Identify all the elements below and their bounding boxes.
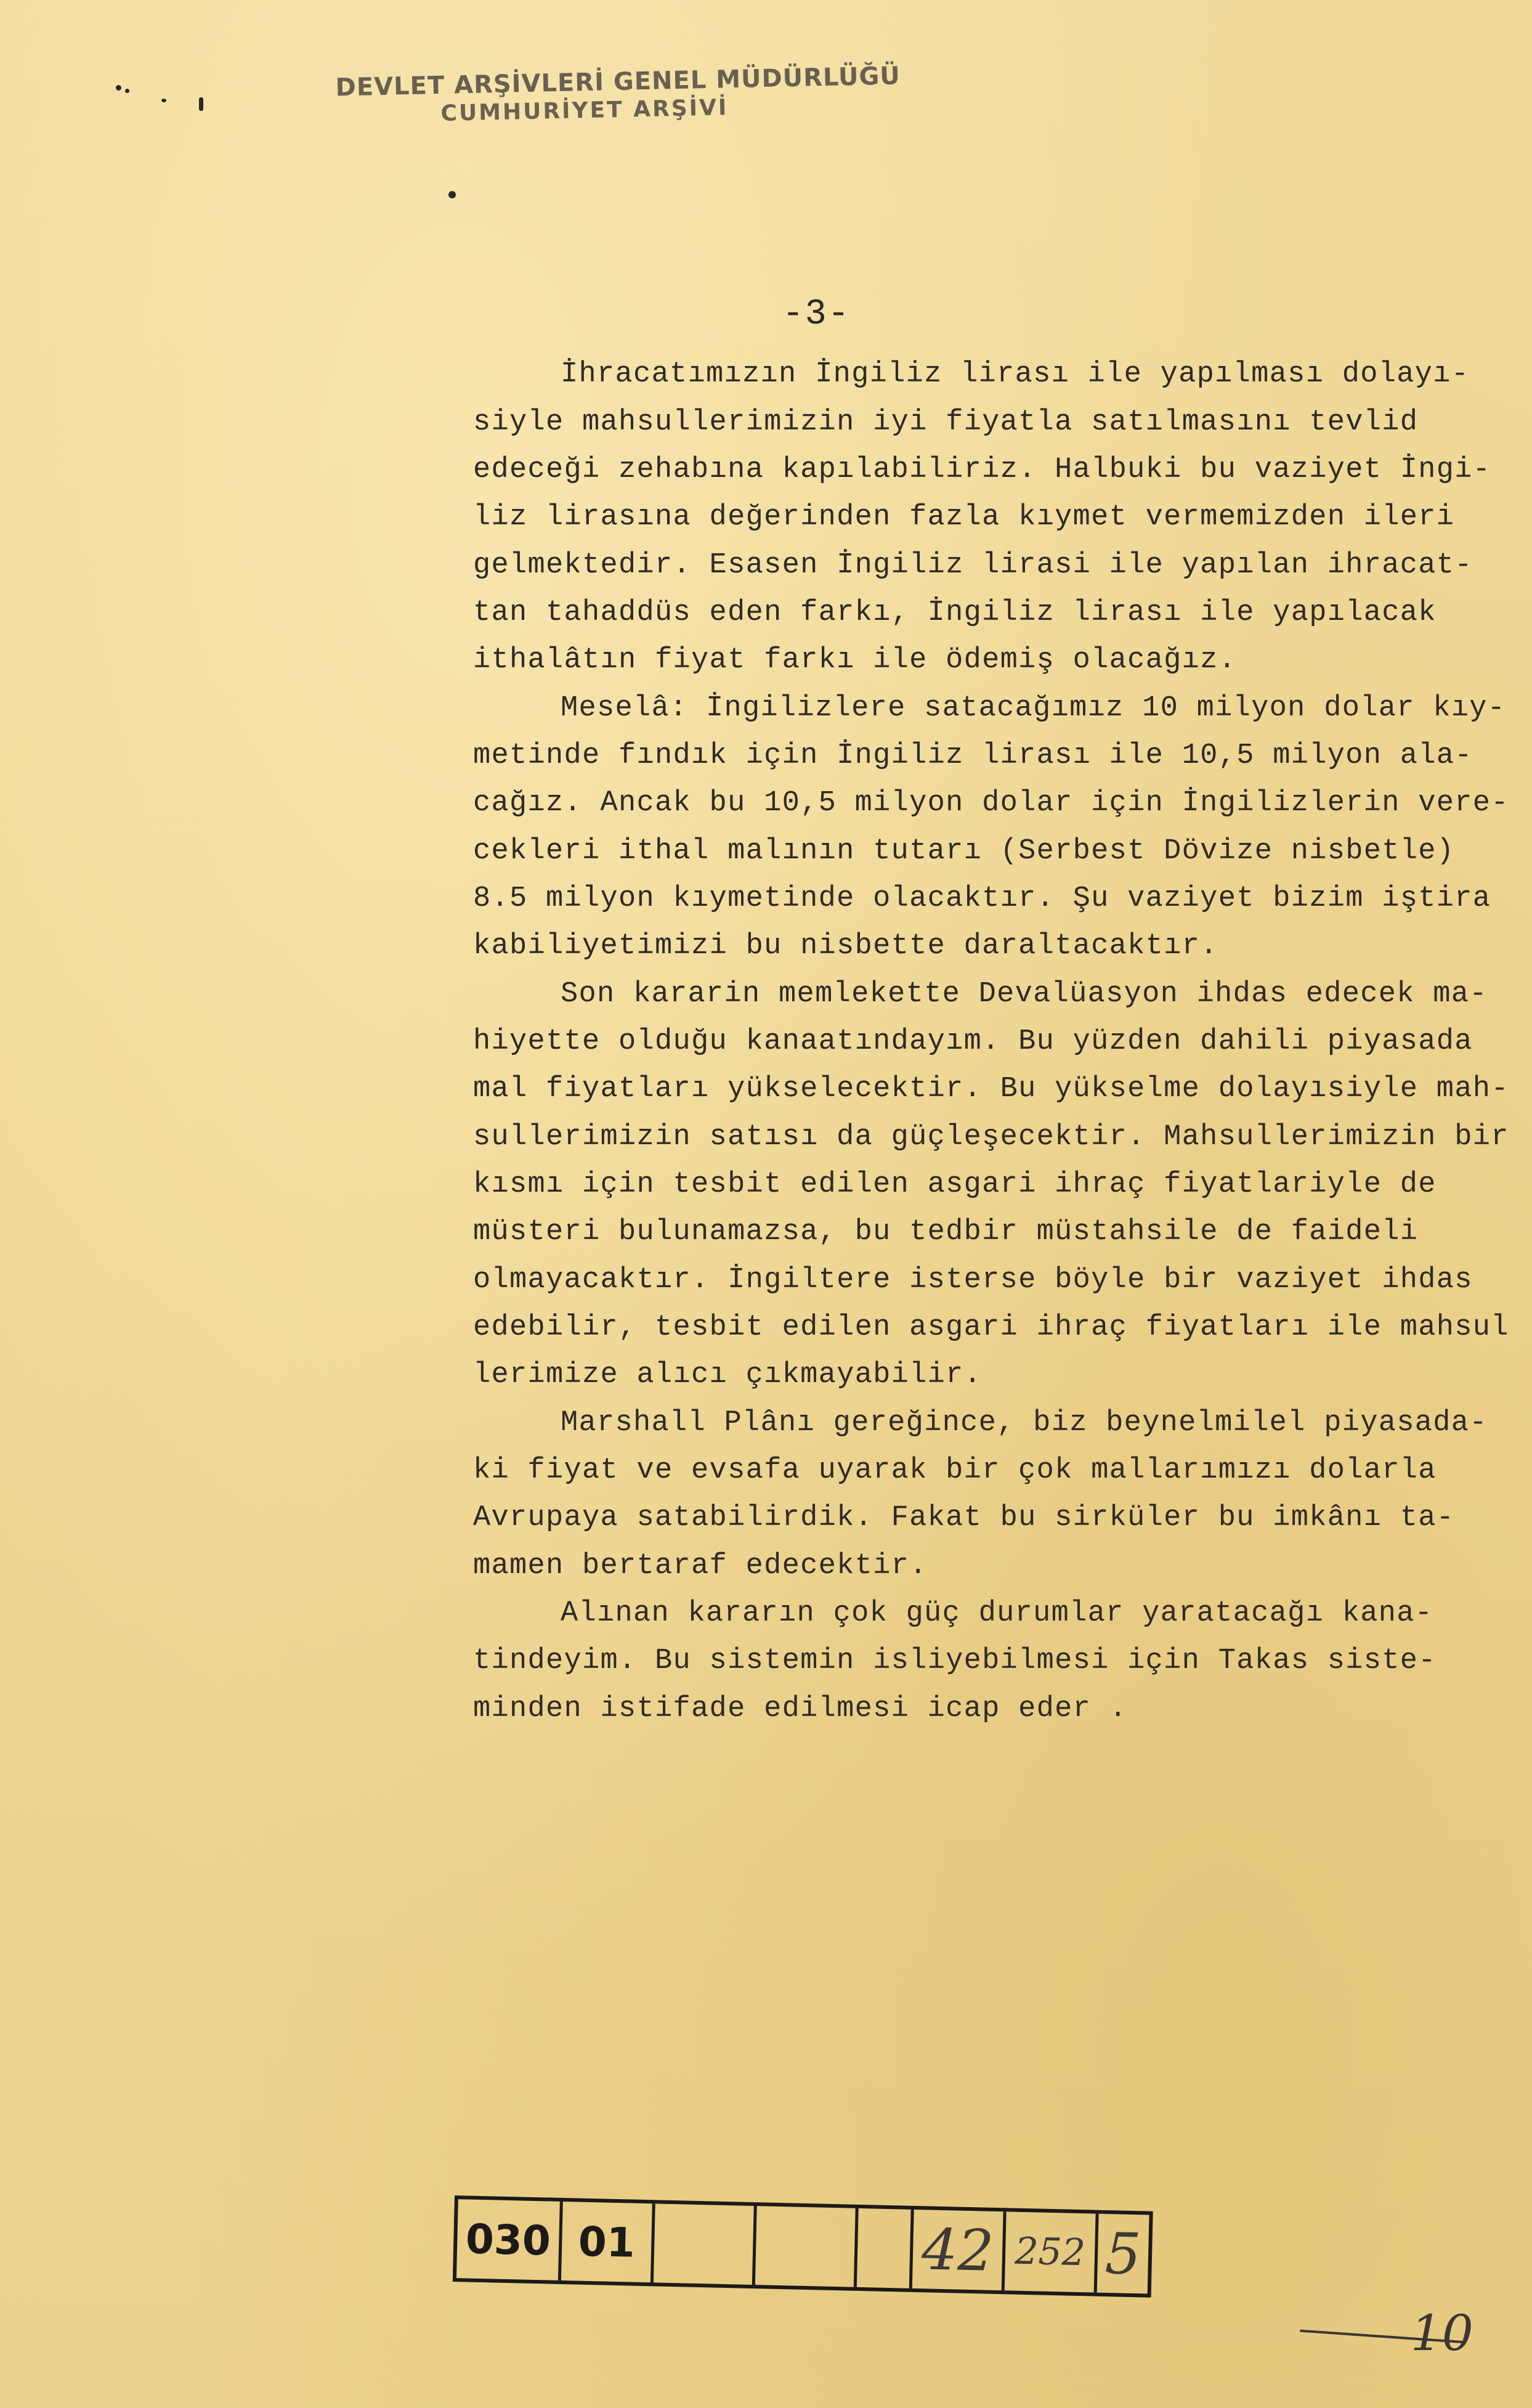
text-line: hiyette olduğu kanaatındayım. Bu yüzden dahili piyasada bbox=[473, 1025, 1473, 1058]
text-line: sullerimizin satısı da güçleşecektir. Mahsullerimizin bir bbox=[473, 1121, 1509, 1153]
text-line: lerimize alıcı çıkmayabilir. bbox=[473, 1359, 983, 1391]
ink-speck bbox=[199, 97, 203, 111]
text-line: cağız. Ancak bu 10,5 milyon dolar için İngilizlerin vere- bbox=[473, 787, 1509, 820]
text-line: Son kararin memlekette Devalüasyon ihdas edecek ma- bbox=[561, 978, 1488, 1011]
text-line: kısmı için tesbit edilen asgari ihraç fiyatlariyle de bbox=[473, 1168, 1437, 1201]
archive-stamp bbox=[335, 62, 901, 128]
text-line: siyle mahsullerimizin iyi fiyatla satılmasını tevlid bbox=[473, 406, 1419, 439]
text-line: olmayacaktır. İngiltere isterse böyle bir vaziyet ihdas bbox=[473, 1264, 1473, 1296]
archive-code-cell: 01 bbox=[561, 2202, 655, 2282]
stamp-line-2: CUMHURİYET ARŞİVİ bbox=[440, 95, 729, 126]
ink-speck bbox=[125, 89, 129, 93]
text-line: edebilir, tesbit edilen asgari ihraç fiyatları ile mahsul bbox=[473, 1311, 1509, 1344]
text-line: tan tahaddüs eden farkı, İngiliz lirası ile yapılacak bbox=[473, 596, 1437, 629]
text-line: metinde fındık için İngiliz lirası ile 10,5 milyon ala- bbox=[473, 739, 1473, 772]
text-line: mamen bertaraf edecektir. bbox=[473, 1550, 928, 1582]
archive-code-cell bbox=[654, 2203, 757, 2285]
page-number: -3- bbox=[782, 295, 851, 335]
archive-code-cell: 42 bbox=[912, 2210, 1007, 2290]
archive-code-box bbox=[453, 2195, 1153, 2298]
ink-speck bbox=[161, 99, 166, 102]
stamp-line-1: DEVLET ARŞİVLERİ GENEL MÜDÜRLÜĞÜ bbox=[335, 62, 901, 102]
text-line: tindeyim. Bu sistemin isliyebilmesi için Takas siste- bbox=[473, 1645, 1437, 1677]
folio-number: 10 bbox=[1411, 2304, 1473, 2362]
text-line: İhracatımızın İngiliz lirası ile yapılması dolayı- bbox=[561, 358, 1470, 391]
text-line: Avrupaya satabilirdik. Fakat bu sirküler bu imkânı ta- bbox=[473, 1502, 1455, 1534]
text-line: minden istifade edilmesi icap eder . bbox=[473, 1693, 1128, 1725]
text-line: mal fiyatları yükselecektir. Bu yükselme dolayısiyle mah- bbox=[473, 1073, 1509, 1105]
text-line: Meselâ: İngilizlere satacağımız 10 milyon dolar kıy- bbox=[561, 692, 1506, 725]
archive-code-cell: 5 bbox=[1104, 2220, 1142, 2287]
text-line: 8.5 milyon kıymetinde olacaktır. Şu vaziyet bizim iştira bbox=[473, 882, 1491, 915]
text-line: gelmektedir. Esasen İngiliz lirasi ile yapılan ihracat- bbox=[473, 549, 1473, 582]
text-line: müsteri bulunamazsa, bu tedbir müstahsile de faideli bbox=[473, 1216, 1419, 1248]
archive-code-cell bbox=[857, 2208, 914, 2288]
text-line: liz lirasına değerinden fazla kıymet vermemizden ileri bbox=[473, 501, 1455, 534]
text-line: Marshall Plânı gereğince, biz beynelmilel piyasada- bbox=[561, 1407, 1488, 1439]
text-line: Alınan kararın çok güç durumlar yaratacağı kana- bbox=[561, 1597, 1433, 1630]
ink-speck bbox=[116, 85, 121, 91]
text-line: edeceği zehabına kapılabiliriz. Halbuki bu vaziyet İngi- bbox=[473, 454, 1491, 486]
text-line: kabiliyetimizi bu nisbette daraltacaktır. bbox=[473, 930, 1218, 962]
text-line: cekleri ithal malının tutarı (Serbest Dövize nisbetle) bbox=[473, 835, 1455, 868]
archive-code-cell: 030 bbox=[456, 2199, 563, 2280]
archive-code-cell: 252 bbox=[1005, 2211, 1099, 2292]
text-line: ithalâtın fiyat farkı ile ödemiş olacağız. bbox=[473, 644, 1237, 677]
ink-speck bbox=[448, 191, 456, 198]
archive-code-cell bbox=[755, 2206, 859, 2287]
text-line: ki fiyat ve evsafa uyarak bir çok mallarımızı dolarla bbox=[473, 1454, 1437, 1487]
